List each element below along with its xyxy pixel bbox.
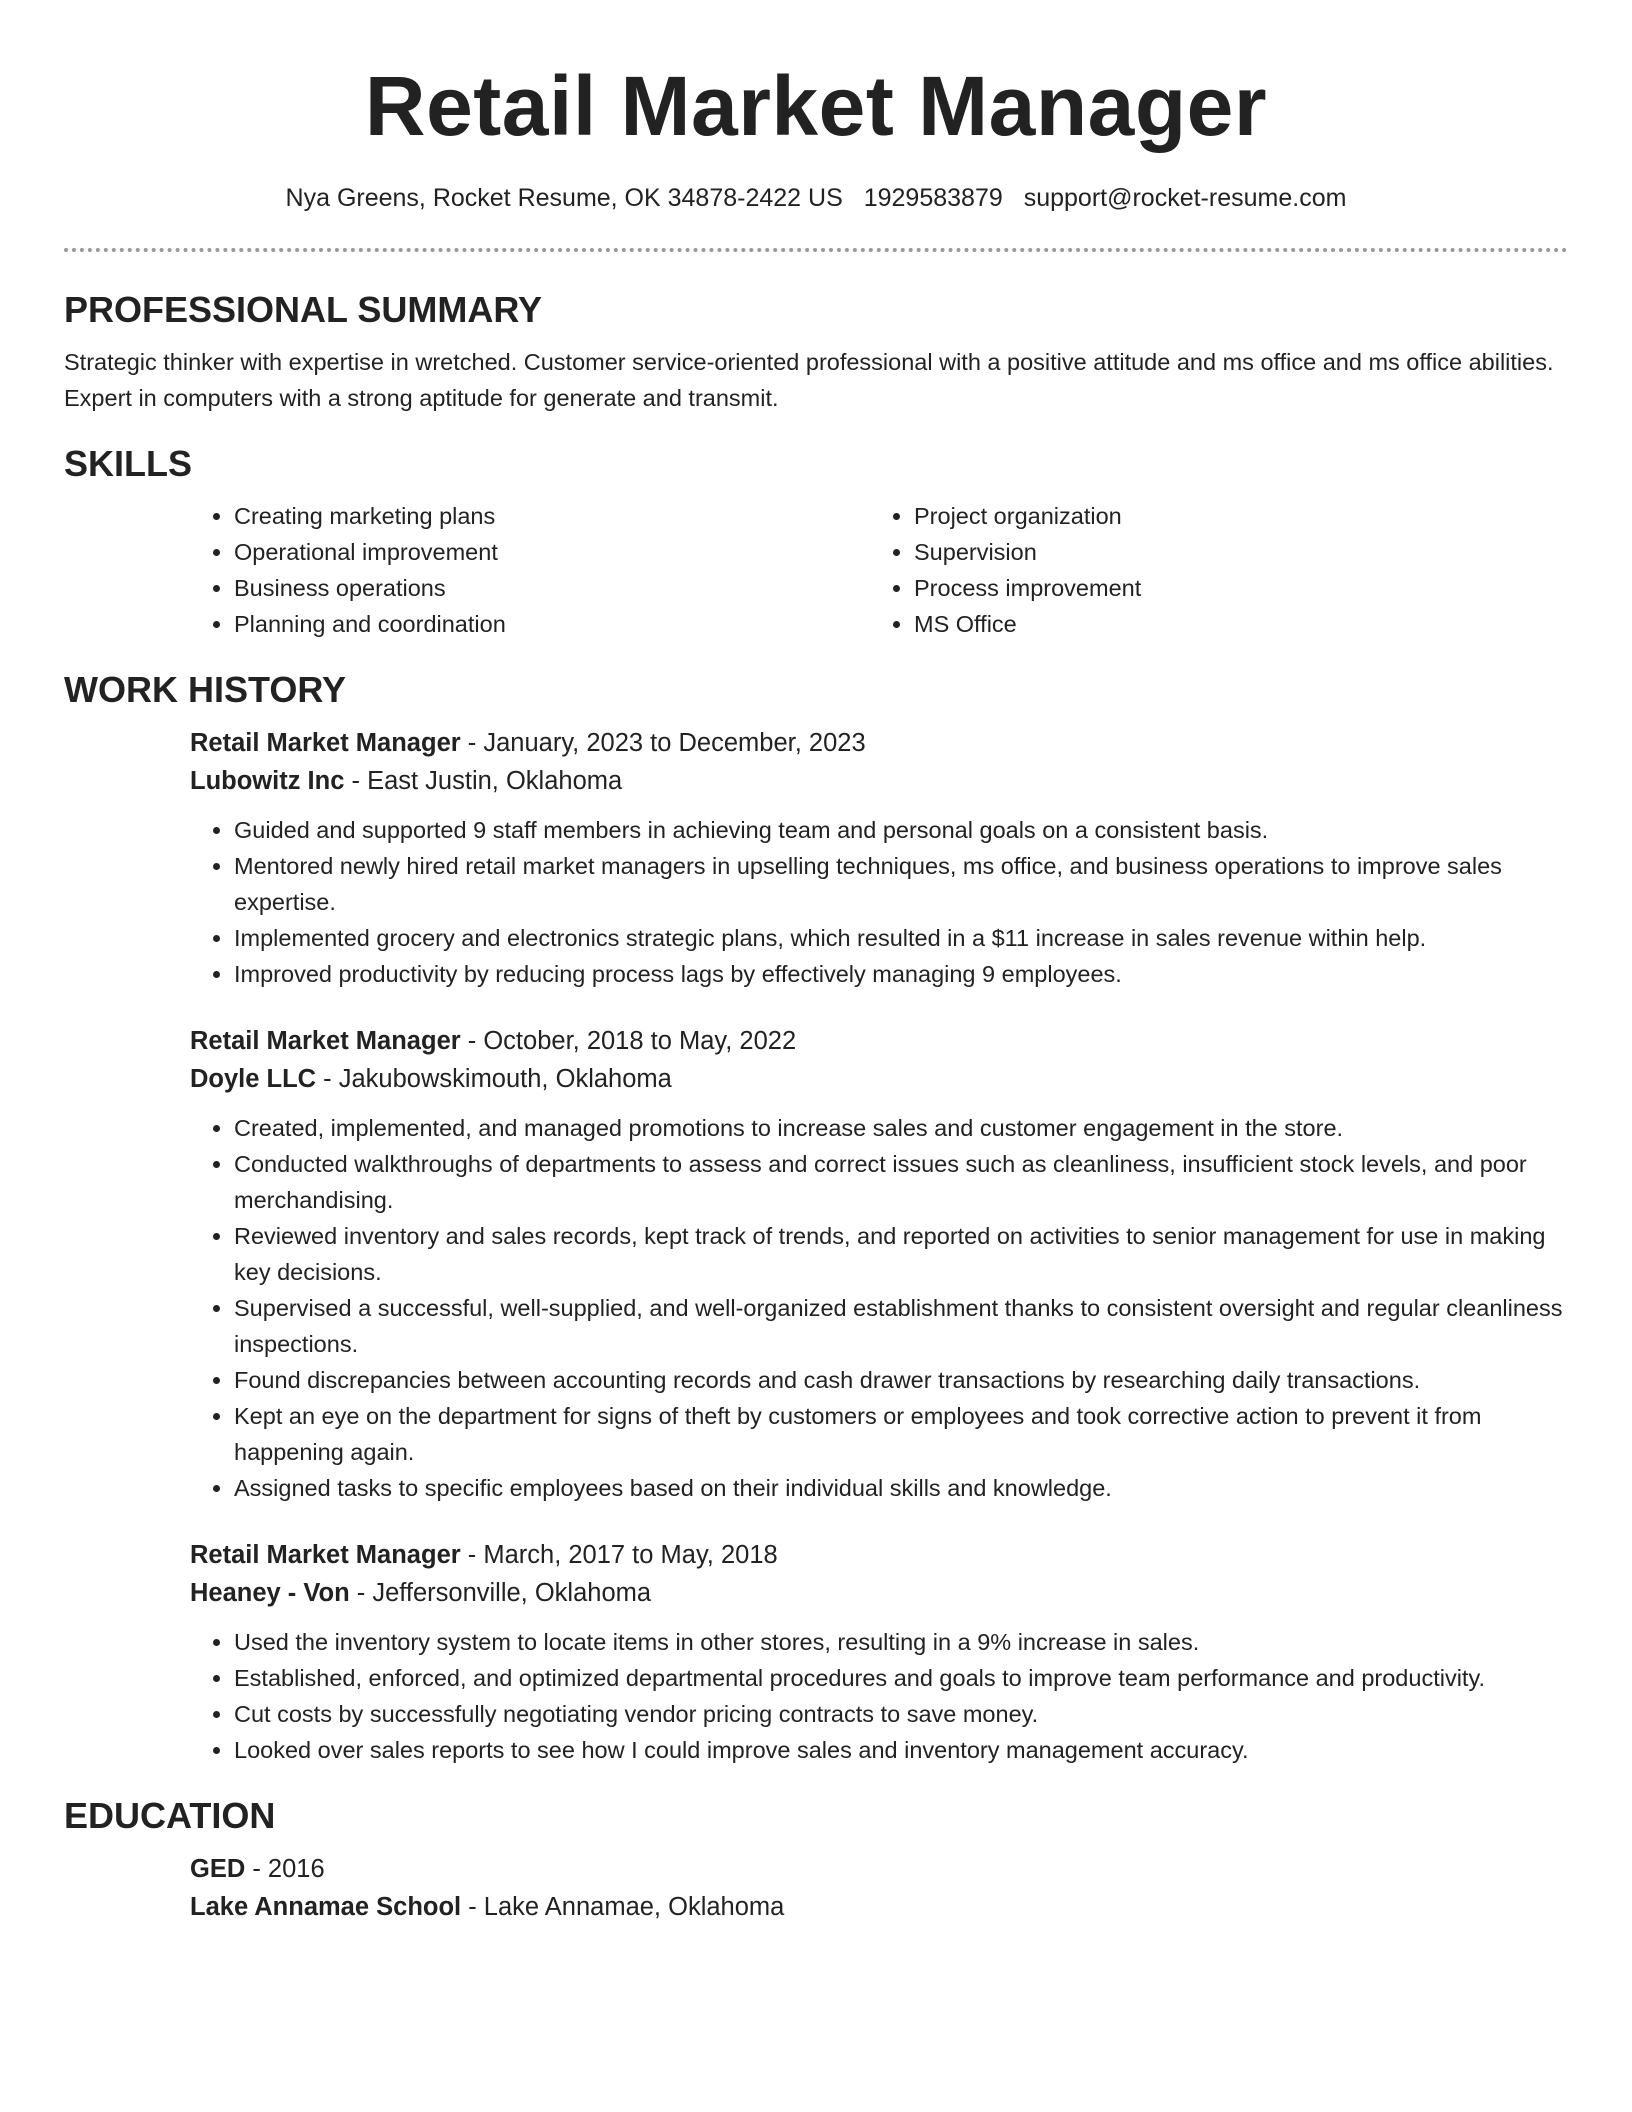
job-title-line: [190, 1022, 1568, 1060]
work-section: [64, 668, 1568, 1768]
skills-list: [190, 498, 1568, 642]
job-bullet: • Guided and supported 9 staff members in achieving team and personal goals on a consistent basis.: [234, 812, 1568, 848]
contact-email: support@rocket-resume.com: [1023, 184, 1347, 212]
job-role: Retail Market Manager: [190, 729, 461, 757]
skills-column-left: [190, 498, 870, 642]
skill-item: • Supervision: [914, 534, 1550, 570]
education-entry: [190, 1850, 1568, 1926]
skills-heading: SKILLS: [64, 443, 193, 484]
job-dates: - October, 2018 to May, 2022: [460, 1027, 797, 1055]
skills-section: [64, 442, 1568, 642]
skill-item: • Project organization: [914, 498, 1550, 534]
contact-phone: 1929583879: [863, 184, 1003, 212]
education-school-line: [190, 1888, 1568, 1926]
job-bullet: • Implemented grocery and electronics strategic plans, which resulted in a $11 increase in sales revenue within help.: [234, 920, 1568, 956]
resume-page: [64, 0, 1568, 1926]
job-bullet: • Established, enforced, and optimized departmental procedures and goals to improve team performance and productivity.: [234, 1660, 1568, 1696]
job-bullet: • Used the inventory system to locate items in other stores, resulting in a 9% increase in sales.: [234, 1624, 1568, 1660]
education-degree: GED: [190, 1855, 246, 1883]
job-company-line: [190, 1060, 1568, 1098]
job-title-line: [190, 724, 1568, 762]
skill-item: • Business operations: [234, 570, 870, 606]
job-bullet: • Conducted walkthroughs of departments to assess and correct issues such as cleanliness, insufficient stock levels, and poor merchandising.: [234, 1146, 1568, 1218]
education-section: [64, 1794, 1568, 1926]
education-school: Lake Annamae School: [190, 1893, 462, 1921]
job-dates: - January, 2023 to December, 2023: [460, 729, 866, 757]
summary-section: [64, 288, 1568, 416]
job-bullet: • Improved productivity by reducing process lags by effectively managing 9 employees.: [234, 956, 1568, 992]
skill-item: • Process improvement: [914, 570, 1550, 606]
job-role: Retail Market Manager: [190, 1541, 461, 1569]
summary-text: Strategic thinker with expertise in wretched. Customer service-oriented professional with a positive attitude and ms office and ms office abilities. Expert in computers with a strong aptitude for generate and transmit.: [64, 349, 1554, 411]
job-bullets: [190, 1110, 1568, 1506]
job-company: Heaney - Von: [190, 1579, 350, 1607]
job-bullet: • Kept an eye on the department for signs of theft by customers or employees and took corrective action to prevent it from happening again.: [234, 1398, 1568, 1470]
job-title-line: [190, 1536, 1568, 1574]
skills-column-right: [870, 498, 1550, 642]
job-entry: [190, 724, 1568, 992]
job-bullet: • Supervised a successful, well-supplied, and well-organized establishment thanks to consistent oversight and regular cleanliness inspections.: [234, 1290, 1568, 1362]
education-year: - 2016: [245, 1855, 325, 1883]
job-company: Doyle LLC: [190, 1065, 317, 1093]
job-company-line: [190, 762, 1568, 800]
education-location: - Lake Annamae, Oklahoma: [461, 1893, 785, 1921]
resume-title: Retail Market Manager: [364, 59, 1268, 153]
job-entry: [190, 1536, 1568, 1768]
job-location: - Jeffersonville, Oklahoma: [349, 1579, 652, 1607]
job-company-line: [190, 1574, 1568, 1612]
job-entry: [190, 1022, 1568, 1506]
work-heading: WORK HISTORY: [64, 669, 347, 710]
job-bullet: • Assigned tasks to specific employees based on their individual skills and knowledge.: [234, 1470, 1568, 1506]
job-bullet: • Mentored newly hired retail market managers in upselling techniques, ms office, and business operations to improve sales expertise.: [234, 848, 1568, 920]
job-dates: - March, 2017 to May, 2018: [460, 1541, 778, 1569]
contact-line: [64, 182, 1568, 214]
job-location: - East Justin, Oklahoma: [344, 767, 623, 795]
job-company: Lubowitz Inc: [190, 767, 345, 795]
skill-item: • MS Office: [914, 606, 1550, 642]
skill-item: • Creating marketing plans: [234, 498, 870, 534]
job-bullet: • Cut costs by successfully negotiating vendor pricing contracts to save money.: [234, 1696, 1568, 1732]
job-bullet: • Created, implemented, and managed promotions to increase sales and customer engagement in the store.: [234, 1110, 1568, 1146]
job-bullet: • Found discrepancies between accounting records and cash drawer transactions by researching daily transactions.: [234, 1362, 1568, 1398]
education-heading: EDUCATION: [64, 1795, 276, 1836]
job-bullet: • Looked over sales reports to see how I could improve sales and inventory management accuracy.: [234, 1732, 1568, 1768]
skill-item: • Planning and coordination: [234, 606, 870, 642]
header-divider: [64, 248, 1568, 252]
job-bullet: • Reviewed inventory and sales records, kept track of trends, and reported on activities to senior management for use in making key decisions.: [234, 1218, 1568, 1290]
skill-item: • Operational improvement: [234, 534, 870, 570]
job-bullets: [190, 1624, 1568, 1768]
education-degree-line: [190, 1850, 1568, 1888]
summary-heading: PROFESSIONAL SUMMARY: [64, 289, 543, 330]
job-bullets: [190, 812, 1568, 992]
job-location: - Jakubowskimouth, Oklahoma: [316, 1065, 672, 1093]
contact-address: Nya Greens, Rocket Resume, OK 34878-2422 US: [285, 184, 843, 212]
job-role: Retail Market Manager: [190, 1027, 461, 1055]
